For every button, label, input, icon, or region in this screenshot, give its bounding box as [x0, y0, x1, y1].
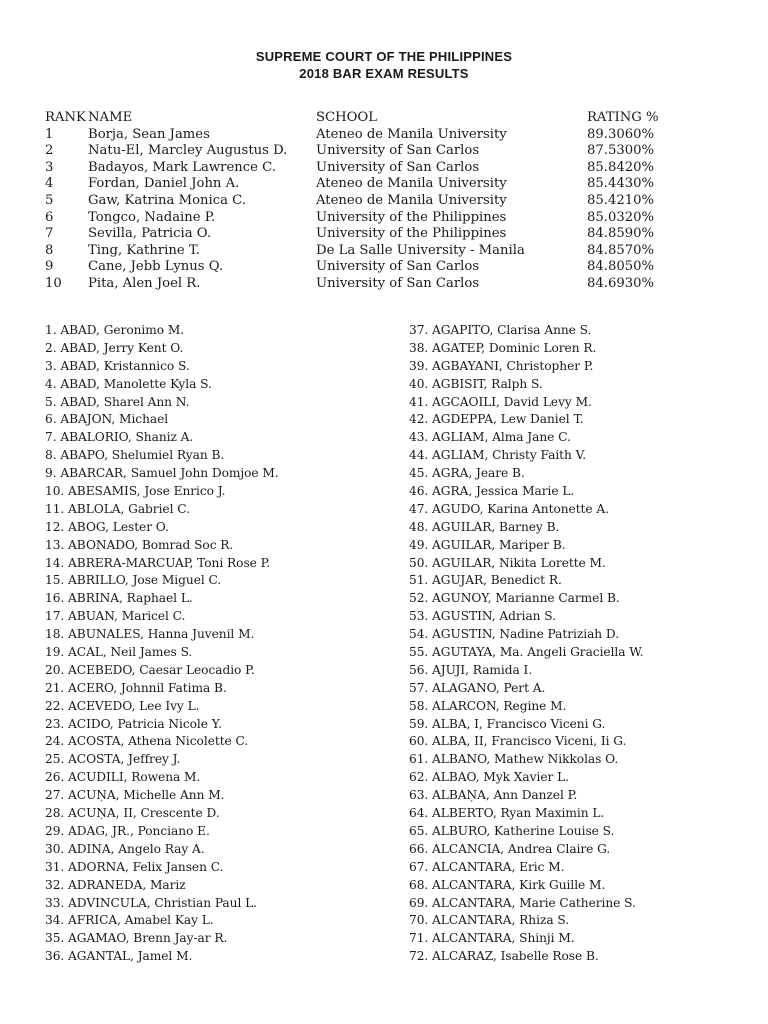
rank-cell: 2: [45, 143, 54, 159]
top-ten-row: [45, 143, 687, 160]
school-cell: University of the Philippines: [316, 209, 507, 225]
rating-cell: 85.0320%: [587, 209, 655, 225]
name-cell: Fordan, Daniel John A.: [88, 176, 240, 192]
header-court-title: SUPREME COURT OF THE PHILIPPINES: [255, 49, 513, 64]
passer-list-item: 19. ACAL, Neil James S.: [45, 645, 193, 660]
passer-list-item: 37. AGAPITO, Clarisa Anne S.: [409, 323, 592, 337]
rank-cell: 7: [45, 226, 54, 242]
top-ten-row: [45, 176, 687, 193]
passer-list-item: 32. ADRANEDA, Mariz: [45, 877, 186, 892]
passer-list-item: 1. ABAD, Geronimo M.: [45, 323, 185, 337]
passer-list-item: 58. ALARCON, Regine M.: [409, 698, 567, 713]
passer-list-item: 31. ADORNA, Felix Jansen C.: [45, 859, 224, 874]
passer-list-item: 51. AGUJAR, Benedict R.: [409, 573, 562, 588]
passer-list-item: 9. ABARCAR, Samuel John Domjoe M.: [45, 466, 279, 481]
top-ten-row: [45, 210, 687, 227]
passer-list-item: 10. ABESAMIS, Jose Enrico J.: [45, 484, 226, 499]
passer-list-item: 3. ABAD, Kristannico S.: [45, 358, 190, 373]
passer-list-item: 23. ACIDO, Patricia Nicole Y.: [45, 716, 223, 731]
passer-list-item: 59. ALBA, I, Francisco Viceni G.: [409, 716, 606, 731]
passers-list-left-column: [45, 322, 279, 966]
passer-list-item: 57. ALAGANO, Pert A.: [409, 680, 546, 695]
passer-list-item: 6. ABAJON, Michael: [45, 412, 169, 427]
rating-cell: 85.4430%: [587, 176, 655, 192]
passer-list-item: 56. AJUJI, Ramida I.: [409, 662, 533, 677]
rank-column-header: RANK: [45, 110, 86, 125]
passer-list-item: 70. ALCANTARA, Rhiza S.: [409, 913, 570, 928]
passer-list-item: 8. ABAPO, Shelumiel Ryan B.: [45, 448, 225, 463]
school-cell: University of the Philippines: [316, 226, 507, 242]
passer-list-item: 41. AGCAOILI, David Levy M.: [409, 394, 592, 409]
rating-cell: 84.8590%: [587, 226, 655, 242]
passer-list-item: 7. ABALORIO, Shaniz A.: [45, 430, 194, 445]
passer-list-item: 20. ACEBEDO, Caesar Leocadio P.: [45, 662, 255, 677]
passer-list-item: 53. AGUSTIN, Adrian S.: [409, 609, 556, 624]
school-cell: University of San Carlos: [316, 159, 480, 175]
passer-list-item: 21. ACERO, Johnnil Fatima B.: [45, 680, 227, 695]
passer-list-item: 17. ABUAN, Maricel C.: [45, 609, 186, 624]
passer-list-item: 22. ACEVEDO, Lee Ivy L.: [45, 698, 200, 713]
passer-list-item: 30. ADINA, Angelo Ray A.: [45, 841, 205, 856]
passer-list-item: 28. ACUŅA, II, Crescente D.: [45, 806, 220, 821]
rank-cell: 9: [45, 259, 54, 275]
name-cell: Ting, Kathrine T.: [88, 242, 200, 258]
passer-list-item: 14. ABRERA-MARCUAP, Toni Rose P.: [45, 555, 271, 570]
name-cell: Cane, Jebb Lynus Q.: [88, 259, 224, 275]
passer-list-item: 40. AGBISIT, Ralph S.: [409, 376, 543, 391]
passer-list-item: 2. ABAD, Jerry Kent O.: [45, 340, 184, 355]
rank-cell: 4: [45, 176, 54, 192]
passer-list-item: 49. AGUILAR, Mariper B.: [409, 537, 566, 552]
school-cell: Ateneo de Manila University: [316, 126, 507, 142]
name-cell: Sevilla, Patricia O.: [88, 226, 212, 242]
passer-list-item: 42. AGDEPPA, Lew Daniel T.: [409, 412, 584, 427]
school-cell: University of San Carlos: [316, 143, 480, 159]
passer-list-item: 29. ADAG, JR., Ponciano E.: [45, 823, 210, 838]
passer-list-item: 43. AGLIAM, Alma Jane C.: [409, 430, 571, 445]
passer-list-item: 5. ABAD, Sharel Ann N.: [45, 394, 190, 409]
passer-list-item: 61. ALBANO, Mathew Nikkolas O.: [409, 752, 619, 767]
top-ten-row: [45, 259, 687, 276]
passer-list-item: 54. AGUSTIN, Nadine Patriziah D.: [409, 627, 620, 642]
rank-cell: 8: [45, 242, 54, 258]
school-cell: Ateneo de Manila University: [316, 176, 507, 192]
passer-list-item: 36. AGANTAL, Jamel M.: [45, 949, 193, 964]
school-cell: University of San Carlos: [316, 275, 480, 291]
top-ten-row: [45, 276, 687, 293]
rating-cell: 85.8420%: [587, 159, 655, 175]
passer-list-item: 25. ACOSTA, Jeffrey J.: [45, 752, 181, 767]
passer-list-item: 12. ABOG, Lester O.: [45, 519, 169, 534]
passer-list-item: 38. AGATEP, Dominic Loren R.: [409, 340, 597, 355]
passer-list-item: 33. ADVINCULA, Christian Paul L.: [45, 895, 257, 910]
passer-list-item: 55. AGUTAYA, Ma. Angeli Graciella W.: [409, 645, 644, 660]
passer-list-item: 60. ALBA, II, Francisco Viceni, Ii G.: [409, 734, 627, 749]
top-ten-row: [45, 243, 687, 260]
passer-list-item: 71. ALCANTARA, Shinji M.: [409, 931, 575, 946]
name-cell: Natu-El, Marcley Augustus D.: [88, 143, 288, 159]
rating-cell: 87.5300%: [587, 143, 655, 159]
passer-list-item: 52. AGUNOY, Marianne Carmel B.: [409, 591, 620, 606]
passer-list-item: 16. ABRINA, Raphael L.: [45, 591, 193, 606]
name-column-header: NAME: [88, 110, 133, 125]
top-ten-header-row: [45, 110, 687, 127]
passer-list-item: 44. AGLIAM, Christy Faith V.: [409, 448, 587, 463]
passer-list-item: 27. ACUŅA, Michelle Ann M.: [45, 788, 225, 803]
rank-cell: 3: [45, 159, 54, 175]
rank-cell: 10: [45, 275, 62, 291]
school-cell: Ateneo de Manila University: [316, 192, 507, 208]
passer-list-item: 4. ABAD, Manolette Kyla S.: [45, 376, 212, 391]
passer-list-item: 50. AGUILAR, Nikita Lorette M.: [409, 555, 606, 570]
school-cell: De La Salle University - Manila: [316, 242, 525, 258]
passer-list-item: 15. ABRILLO, Jose Miguel C.: [45, 573, 222, 588]
passer-list-item: 39. AGBAYANI, Christopher P.: [409, 358, 594, 373]
header-exam-title: 2018 BAR EXAM RESULTS: [299, 66, 469, 81]
passer-list-item: 67. ALCANTARA, Eric M.: [409, 859, 565, 874]
passer-list-item: 64. ALBERTO, Ryan Maximin L.: [409, 806, 605, 821]
rating-cell: 84.8050%: [587, 259, 655, 275]
passer-list-item: 48. AGUILAR, Barney B.: [409, 519, 560, 534]
passer-list-item: 26. ACUDILI, Rowena M.: [45, 770, 201, 785]
rating-column-header: RATING %: [587, 110, 659, 125]
passer-list-item: 11. ABLOLA, Gabriel C.: [45, 501, 190, 516]
passer-list-item: 65. ALBURO, Katherine Louise S.: [409, 823, 615, 838]
passer-list-item: 46. AGRA, Jessica Marie L.: [409, 484, 575, 499]
passer-list-item: 47. AGUDO, Karina Antonette A.: [409, 501, 609, 516]
passer-list-item: 34. AFRICA, Amabel Kay L.: [45, 913, 214, 928]
passer-list-item: 68. ALCANTARA, Kirk Guille M.: [409, 877, 606, 892]
rating-cell: 85.4210%: [587, 192, 655, 208]
rating-cell: 84.8570%: [587, 242, 655, 258]
passer-list-item: 13. ABONADO, Bomrad Soc R.: [45, 537, 234, 552]
passer-list-item: 18. ABUNALES, Hanna Juvenil M.: [45, 627, 255, 642]
name-cell: Gaw, Katrina Monica C.: [88, 192, 246, 208]
school-column-header: SCHOOL: [316, 110, 378, 125]
top-ten-rows: [45, 127, 687, 293]
rank-cell: 6: [45, 209, 54, 225]
name-cell: Pita, Alen Joel R.: [88, 275, 201, 291]
passer-list-item: 62. ALBAO, Myk Xavier L.: [409, 770, 569, 785]
name-cell: Badayos, Mark Lawrence C.: [88, 159, 276, 175]
passer-list-item: 45. AGRA, Jeare B.: [409, 466, 525, 481]
passer-list-item: 24. ACOSTA, Athena Nicolette C.: [45, 734, 249, 749]
top-ten-table: [45, 110, 687, 293]
rank-cell: 5: [45, 192, 54, 208]
passers-list-right-column: [409, 322, 643, 966]
top-ten-row: [45, 160, 687, 177]
school-cell: University of San Carlos: [316, 259, 480, 275]
passer-list-item: 63. ALBAŅA, Ann Danzel P.: [409, 788, 578, 803]
top-ten-row: [45, 193, 687, 210]
rating-cell: 84.6930%: [587, 275, 655, 291]
passer-list-item: 66. ALCANCIA, Andrea Claire G.: [409, 841, 611, 856]
passer-list-item: 35. AGAMAO, Brenn Jay-ar R.: [45, 931, 228, 946]
name-cell: Borja, Sean James: [88, 126, 210, 142]
rating-cell: 89.3060%: [587, 126, 655, 142]
document-header: [0, 48, 768, 82]
passer-list-item: 69. ALCANTARA, Marie Catherine S.: [409, 895, 636, 910]
top-ten-row: [45, 226, 687, 243]
rank-cell: 1: [45, 126, 54, 142]
name-cell: Tongco, Nadaine P.: [88, 209, 216, 225]
top-ten-row: [45, 127, 687, 144]
passer-list-item: 72. ALCARAZ, Isabelle Rose B.: [409, 949, 599, 964]
